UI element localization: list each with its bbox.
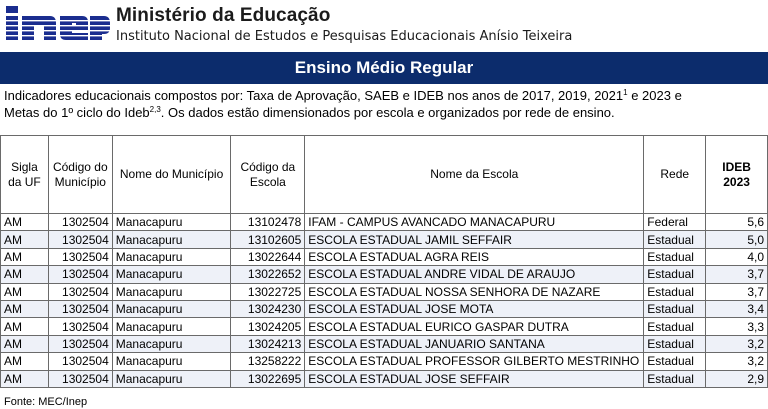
institute-name: Instituto Nacional de Estudos e Pesquisas Educacionais Anísio Teixeira xyxy=(116,29,573,44)
header xyxy=(0,0,768,48)
description-text-1: Indicadores educacionais compostos por: Taxa de Aprovação, SAEB e IDEB nos anos de 2017, 2019, 2021 xyxy=(4,88,624,103)
cell-rede: Estadual xyxy=(644,300,706,317)
table-row[interactable] xyxy=(1,300,768,317)
cell-school-name: ESCOLA ESTADUAL PROFESSOR GILBERTO MESTRINHO xyxy=(305,353,644,370)
table-row[interactable] xyxy=(1,370,768,387)
cell-rede: Estadual xyxy=(644,318,706,335)
cell-school-name: ESCOLA ESTADUAL EURICO GASPAR DUTRA xyxy=(305,318,644,335)
cell-municipio-code: 1302504 xyxy=(48,318,112,335)
inep-logo xyxy=(6,6,110,40)
cell-municipio-name: Manacapuru xyxy=(112,248,231,265)
ministry-title: Ministério da Educação xyxy=(116,5,331,26)
cell-ideb: 3,2 xyxy=(706,335,768,352)
cell-municipio-code: 1302504 xyxy=(48,335,112,352)
cell-municipio-name: Manacapuru xyxy=(112,266,231,283)
cell-rede: Estadual xyxy=(644,353,706,370)
cell-school-code: 13024230 xyxy=(231,300,305,317)
cell-school-code: 13022644 xyxy=(231,248,305,265)
footnote-ref-2: 2,3 xyxy=(149,105,161,114)
cell-municipio-code: 1302504 xyxy=(48,370,112,387)
cell-municipio-code: 1302504 xyxy=(48,353,112,370)
cell-school-name: ESCOLA ESTADUAL JAMIL SEFFAIR xyxy=(305,231,644,248)
col-header-municipio-name[interactable]: Nome do Município xyxy=(112,136,231,214)
cell-uf: AM xyxy=(1,214,49,231)
cell-school-code: 13258222 xyxy=(231,353,305,370)
col-header-ideb[interactable]: IDEB 2023 xyxy=(706,136,768,214)
cell-ideb: 2,9 xyxy=(706,370,768,387)
cell-school-code: 13022725 xyxy=(231,283,305,300)
cell-municipio-code: 1302504 xyxy=(48,300,112,317)
cell-rede: Estadual xyxy=(644,283,706,300)
table-row[interactable] xyxy=(1,214,768,231)
cell-school-name: ESCOLA ESTADUAL NOSSA SENHORA DE NAZARE xyxy=(305,283,644,300)
cell-uf: AM xyxy=(1,248,49,265)
description-text-2: e 2023 e xyxy=(627,88,682,103)
cell-rede: Estadual xyxy=(644,335,706,352)
footnote-ref-1: 1 xyxy=(623,88,628,97)
col-header-municipio-code[interactable]: Código do Município xyxy=(48,136,112,214)
description-text-4: . Os dados estão dimensionados por escola e organizados por rede de ensino. xyxy=(160,105,615,120)
cell-rede: Estadual xyxy=(644,248,706,265)
table-row[interactable] xyxy=(1,335,768,352)
cell-uf: AM xyxy=(1,318,49,335)
cell-municipio-code: 1302504 xyxy=(48,248,112,265)
cell-municipio-name: Manacapuru xyxy=(112,231,231,248)
cell-ideb: 3,4 xyxy=(706,300,768,317)
table-row[interactable] xyxy=(1,231,768,248)
table-row[interactable] xyxy=(1,353,768,370)
ideb-table xyxy=(0,135,768,388)
cell-municipio-name: Manacapuru xyxy=(112,370,231,387)
cell-school-code: 13022695 xyxy=(231,370,305,387)
description xyxy=(4,87,764,121)
cell-school-code: 13024205 xyxy=(231,318,305,335)
cell-ideb: 5,6 xyxy=(706,214,768,231)
cell-school-name: ESCOLA ESTADUAL ANDRE VIDAL DE ARAUJO xyxy=(305,266,644,283)
cell-school-name: ESCOLA ESTADUAL JOSE SEFFAIR xyxy=(305,370,644,387)
cell-school-name: IFAM - CAMPUS AVANCADO MANACAPURU xyxy=(305,214,644,231)
cell-ideb: 3,7 xyxy=(706,283,768,300)
cell-ideb: 4,0 xyxy=(706,248,768,265)
cell-municipio-name: Manacapuru xyxy=(112,335,231,352)
cell-rede: Estadual xyxy=(644,231,706,248)
cell-uf: AM xyxy=(1,231,49,248)
cell-school-name: ESCOLA ESTADUAL AGRA REIS xyxy=(305,248,644,265)
cell-municipio-code: 1302504 xyxy=(48,231,112,248)
cell-ideb: 5,0 xyxy=(706,231,768,248)
table-row[interactable] xyxy=(1,248,768,265)
cell-uf: AM xyxy=(1,370,49,387)
cell-municipio-name: Manacapuru xyxy=(112,283,231,300)
cell-uf: AM xyxy=(1,335,49,352)
col-header-school-code[interactable]: Código da Escola xyxy=(231,136,305,214)
cell-uf: AM xyxy=(1,300,49,317)
cell-school-code: 13024213 xyxy=(231,335,305,352)
cell-municipio-name: Manacapuru xyxy=(112,214,231,231)
description-text-3: Metas do 1º ciclo do Ideb xyxy=(4,105,150,120)
source-note: Fonte: MEC/Inep xyxy=(4,396,88,408)
cell-school-code: 13102605 xyxy=(231,231,305,248)
table-row[interactable] xyxy=(1,266,768,283)
cell-municipio-name: Manacapuru xyxy=(112,318,231,335)
cell-municipio-code: 1302504 xyxy=(48,266,112,283)
cell-school-code: 13022652 xyxy=(231,266,305,283)
cell-uf: AM xyxy=(1,353,49,370)
cell-municipio-name: Manacapuru xyxy=(112,300,231,317)
cell-municipio-code: 1302504 xyxy=(48,214,112,231)
table-row[interactable] xyxy=(1,318,768,335)
cell-school-code: 13102478 xyxy=(231,214,305,231)
col-header-rede[interactable]: Rede xyxy=(644,136,706,214)
cell-ideb: 3,3 xyxy=(706,318,768,335)
table-row[interactable] xyxy=(1,283,768,300)
section-banner: Ensino Médio Regular xyxy=(0,52,768,84)
cell-rede: Estadual xyxy=(644,266,706,283)
cell-school-name: ESCOLA ESTADUAL JOSE MOTA xyxy=(305,300,644,317)
table-header-row xyxy=(1,136,768,214)
cell-municipio-name: Manacapuru xyxy=(112,353,231,370)
cell-uf: AM xyxy=(1,266,49,283)
cell-rede: Estadual xyxy=(644,370,706,387)
cell-rede: Federal xyxy=(644,214,706,231)
cell-uf: AM xyxy=(1,283,49,300)
cell-ideb: 3,2 xyxy=(706,353,768,370)
col-header-school-name[interactable]: Nome da Escola xyxy=(305,136,644,214)
cell-ideb: 3,7 xyxy=(706,266,768,283)
cell-municipio-code: 1302504 xyxy=(48,283,112,300)
cell-school-name: ESCOLA ESTADUAL JANUARIO SANTANA xyxy=(305,335,644,352)
col-header-uf[interactable]: Sigla da UF xyxy=(1,136,49,214)
